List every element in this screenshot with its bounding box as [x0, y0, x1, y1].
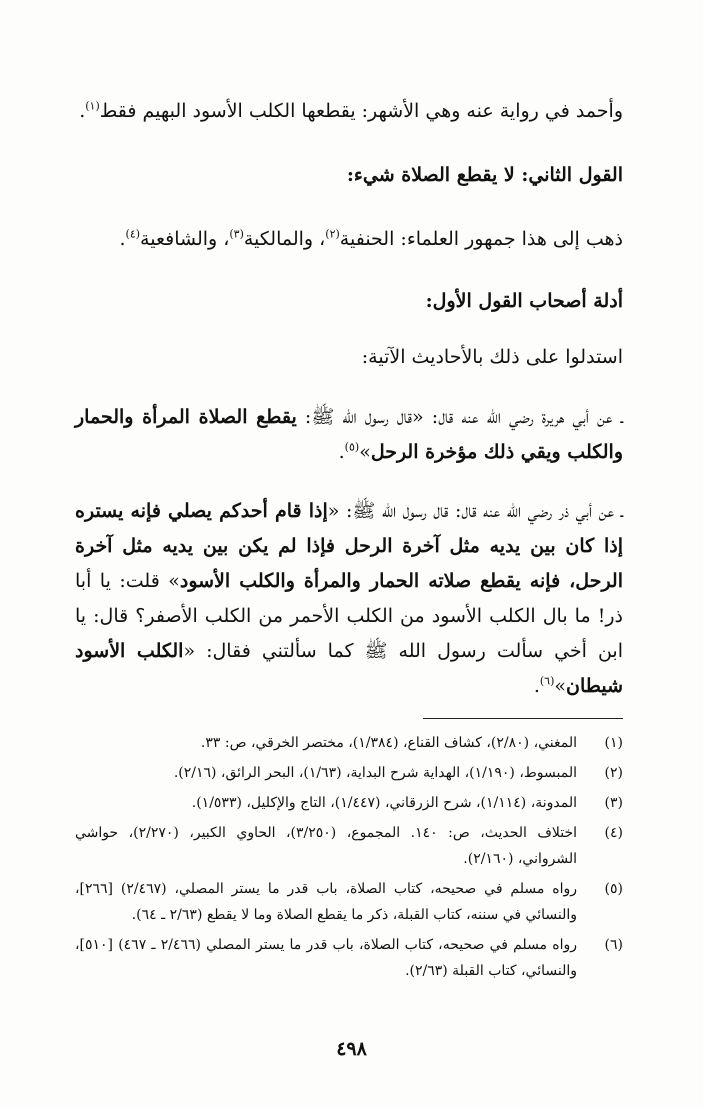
- footnote-item: [75, 730, 623, 756]
- footnote-text: المبسوط، (١/١٩٠)، الهداية شرح البداية، (١/٦٣)، البحر الرائق، (٢/١٦).: [173, 765, 577, 781]
- footnote-item: [75, 790, 623, 816]
- footnote-separator: [423, 718, 623, 719]
- paragraph-end: .: [533, 675, 540, 697]
- footnote-text: المغني، (٢/٨٠)، كشاف القناع، (١/٣٨٤)، مختصر الخرقي، ص: ٣٣.: [200, 735, 577, 751]
- paragraph-end: .: [119, 228, 126, 250]
- footnote-number: (٥): [604, 881, 623, 897]
- footnote-item: [75, 876, 623, 928]
- footnote-item: [75, 932, 623, 984]
- footnote-ref-6[interactable]: (٦): [539, 674, 555, 688]
- footnote-item: [75, 820, 623, 872]
- page-number: ٤٩٨: [336, 1038, 367, 1060]
- footnote-ref-4[interactable]: (٤): [125, 227, 141, 241]
- paragraph-hanbali-opinion: [75, 94, 623, 129]
- footnote-ref-3[interactable]: (٣): [229, 227, 244, 241]
- heading-first-opinion-evidence: أدلة أصحاب القول الأول:: [425, 290, 623, 312]
- paragraph-evidence-intro: استدلوا على ذلك بالأحاديث الآتية:: [361, 346, 623, 368]
- footnote-text: اختلاف الحديث، ص: ١٤٠. المجموع، (٣/٢٥٠)، الحاوي الكبير، (٢/٢٧٠)، حواشي الشرواني، (٢/١٦٠).: [75, 825, 577, 867]
- footnotes: [75, 730, 623, 988]
- hadith-abu-hurayra: [75, 400, 623, 470]
- footnote-text: المدونة، (١/١١٤)، شرح الزرقاني، (١/٤٤٧)، التاج والإكليل، (١/٥٣٣).: [191, 795, 577, 811]
- paragraph-text-b: ، والمالكية: [243, 228, 326, 250]
- hadith-intro: ـ عن أبي هريرة رضي الله عنه قال: «قال رسول الله ﷺ:: [296, 406, 623, 428]
- paragraph-text-a: ذهب إلى هذا جمهور العلماء: الحنفية: [339, 228, 623, 250]
- heading-second-opinion: القول الثاني: لا يقطع الصلاة شيء:: [346, 164, 623, 186]
- footnote-number: (٢): [604, 765, 623, 781]
- hadith-dialogue: » قلت: يا أبا ذر! ما بال الكلب الأسود من الكلب الأحمر من الكلب الأصفر؟ قال: يا ابن أخي سألت رسول الله ﷺ كما سألتني فقال: «: [75, 570, 623, 662]
- footnote-text: رواه مسلم في صحيحه، كتاب الصلاة، باب قدر ما يستر المصلي (٢/٤٦٦ ـ ٤٦٧) [٥١٠]، والنسائي، كتاب القبلة (٢/٦٣).: [75, 937, 577, 979]
- footnote-ref-5[interactable]: (٥): [344, 440, 360, 454]
- hadith-intro: ـ عن أبي ذر رضي الله عنه قال: قال رسول الله ﷺ: «: [327, 500, 624, 522]
- paragraph-end: .: [79, 100, 86, 122]
- paragraph-end: .: [338, 441, 345, 463]
- quote-close: »: [359, 441, 371, 463]
- footnote-text: رواه مسلم في صحيحه، كتاب الصلاة، باب قدر ما يستر المصلي، (٢/٤٦٧) [٢٦٦]، والنسائي في سننه، كتاب القبلة، ذكر ما يقطع الصلاة وما لا يقطع (٢/٦٣ ـ ٦٤).: [75, 881, 578, 923]
- footnote-item: [75, 760, 623, 786]
- footnote-number: (٦): [604, 937, 623, 953]
- hadith-abu-dharr: [75, 494, 623, 704]
- footnote-ref-1[interactable]: (١): [85, 99, 100, 113]
- paragraph-majority-scholars: [75, 222, 623, 257]
- quote-close: »: [554, 675, 567, 697]
- footnote-number: (٣): [604, 795, 623, 811]
- hadith-text: إذا قام أحدكم يصلي فإنه يستره إذا كان بين يديه مثل آخرة الرحل فإذا لم يكن بين يديه مثل آخرة الرحل، فإنه يقطع صلاته الحمار والمرأة والكلب الأسود: [75, 500, 623, 592]
- hadith-answer: الكلب الأسود شيطان: [75, 640, 623, 697]
- paragraph-text: وأحمد في رواية عنه وهي الأشهر: يقطعها الكلب الأسود البهيم فقط: [99, 100, 623, 122]
- footnote-number: (٤): [604, 825, 623, 841]
- footnote-ref-2[interactable]: (٢): [325, 227, 340, 241]
- footnote-number: (١): [604, 735, 623, 751]
- hadith-text: يقطع الصلاة المرأة والحمار والكلب ويقي ذلك مؤخرة الرحل: [75, 406, 623, 463]
- paragraph-text-c: ، والشافعية: [140, 228, 230, 250]
